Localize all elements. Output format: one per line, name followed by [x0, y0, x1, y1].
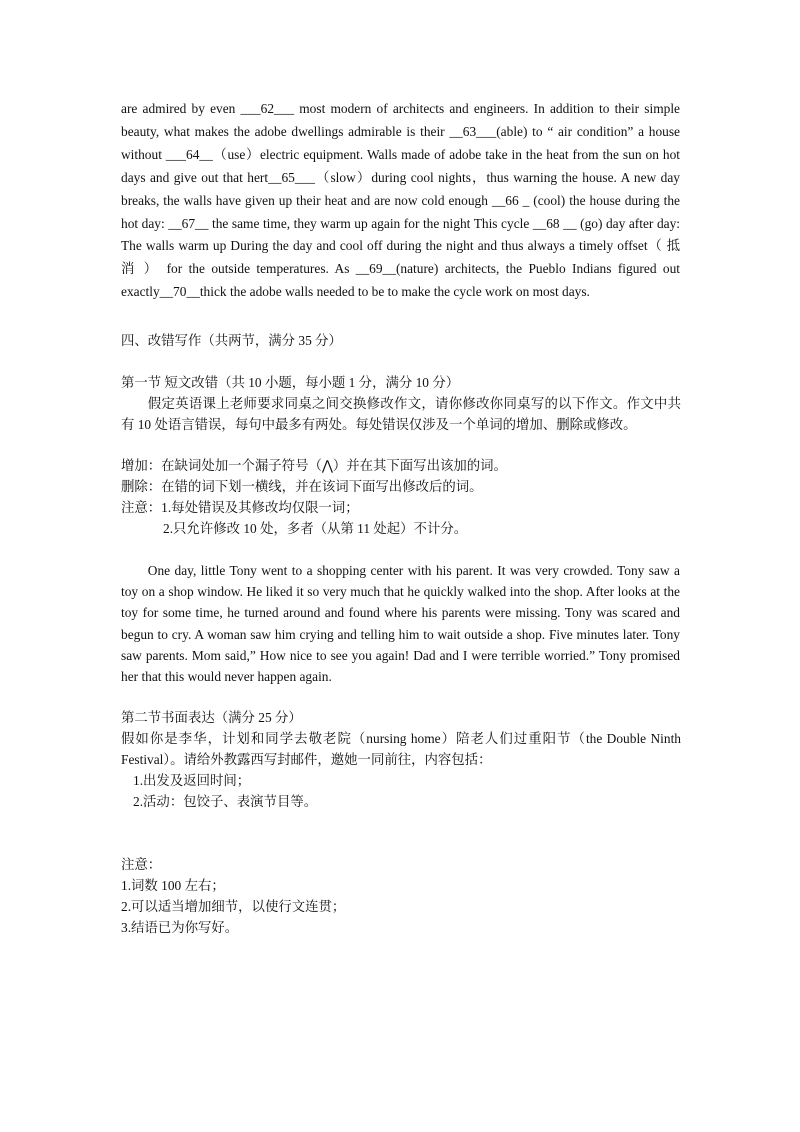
- rule-add-word: 增加：在缺词处加一个漏子符号（⋀）并在其下面写出该加的词。: [121, 458, 507, 473]
- section-one-heading: 第一节 短文改错（共 10 小题，每小题 1 分，满分 10 分）: [121, 375, 460, 390]
- cloze-passage-continuation: are admired by even ___62___ most modern of architects and engineers. In addition to their simple beauty, what makes the adobe dwellings admirable is their __63___(able) to “ air condition” a house without ___64__（use）electric equipment. Walls made of adobe take in the heat from the sun on hot days and give out that hert__65___（slow）during cool nights，thus warning the house. A new day breaks, the walls have given up their heat and are now cold enough __66 _ (cool) the house during the hot day: __67__ the same time, they warm up again for the night This cycle __68 __ (go) day after day: The walls warm up During the day and cool off during the night and thus always a timely offset（ 抵 消 ） for the outside temperatures. As __69__(nature) architects, the Pueblo Indians figured out exactly__70__thick the adobe walls needed to be to make the cycle work on most days.: [121, 101, 680, 300]
- writing-task-item-time: 1.出发及返回时间；: [133, 773, 251, 788]
- notes-item-closing: 3.结语已为你写好。: [121, 920, 239, 935]
- section-four-heading: 四、改错写作（共两节，满分 35 分）: [121, 333, 342, 348]
- error-correction-passage: One day, little Tony went to a shopping center with his parent. It was very crowded. Tony saw a toy on a shop window. He liked it so very much that he quickly walked into the shop. After looks at the toy for some time, he turned around and found where his parents were missing. Tony was scared and begun to cry. A woman saw him crying and telling him to wait outside a shop. Five minutes later. Tony saw parents. Mom said,” How nice to see you again! Dad and I were terrible worried.” Tony promised her that this would never happen again.: [121, 563, 680, 685]
- writing-task-intro: 假如你是李华，计划和同学去敬老院（nursing home）陪老人们过重阳节（the Double Ninth Festival）。请给外教露西写封邮件，邀她一同前往，内容包括：: [121, 731, 681, 767]
- rule-delete-word: 删除：在错的词下划一横线，并在该词下面写出修改后的词。: [121, 479, 483, 494]
- notes-item-details: 2.可以适当增加细节，以使行文连贯；: [121, 899, 346, 914]
- writing-task-item-activities: 2.活动：包饺子、表演节目等。: [133, 794, 318, 809]
- notes-item-word-count: 1.词数 100 左右；: [121, 878, 225, 893]
- note-one: 注意：1.每处错误及其修改均仅限一词；: [121, 500, 359, 515]
- note-two: 2.只允许修改 10 处，多者（从第 11 处起）不计分。: [163, 521, 468, 536]
- notes-heading: 注意：: [121, 857, 162, 872]
- error-correction-instructions: 假定英语课上老师要求同桌之间交换修改作文，请你修改你同桌写的以下作文。作文中共有 10 处语言错误，每句中最多有两处。每处错误仅涉及一个单词的增加、删除或修改。: [121, 396, 681, 432]
- section-two-heading: 第二节书面表达（满分 25 分）: [121, 710, 302, 725]
